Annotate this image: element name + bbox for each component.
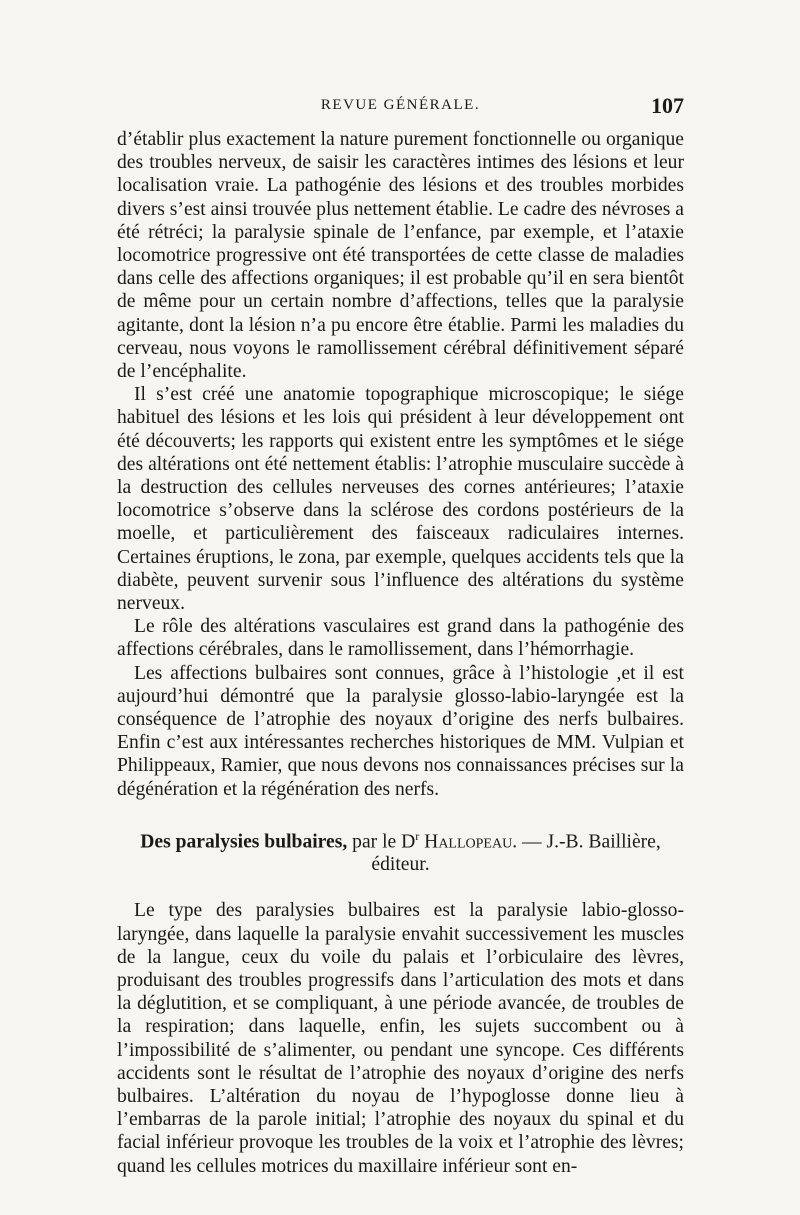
review-doctor-suffix: r xyxy=(415,828,420,843)
paragraph-1: d’établir plus exactement la nature purement fonctionnelle ou organique des troubles nerveux, de saisir les caractères intimes des lésions et leur localisation vraie. La pathogénie des lésions et des troubles morbides divers s’est ainsi trouvée plus nettement établie. Le cadre des névroses a été rétréci; la paralysie spinale de l’enfance, par exemple, et l’ataxie locomotrice progressive ont été transportées de cette classe de maladies dans celle des affections organiques; il est probable qu’il en sera bientôt de même pour un certain nombre d’affections, telles que la paralysie agitante, dont la lésion n’a pu encore être établie. Parmi les maladies du cerveau, nous voyons le ramollissement cérébral définitivement séparé de l’encéphalite. xyxy=(117,129,684,383)
review-author: Hallopeau xyxy=(424,831,513,853)
paragraph-4: Les affections bulbaires sont connues, grâce à l’histologie ,et il est aujourd’hui démontré que la paralysie glosso-labio-laryngée est la conséquence de l’atrophie des noyaux d’origine des nerfs bulbaires. Enfin c’est aux intéressantes recherches historiques de MM. Vulpian et Philippeaux, Ramier, que nous devons nos connaissances précises sur la dégénération et la régénération des nerfs. xyxy=(117,662,684,800)
review-publisher-line2: éditeur. xyxy=(371,854,430,876)
running-title: REVUE GÉNÉRALE. xyxy=(320,97,481,113)
body-text xyxy=(117,128,684,1178)
paragraph-5: Le type des paralysies bulbaires est la paralysie labio-glosso-laryngée, dans laquelle la paralysie envahit successivement les muscles de la langue, ceux du voile du palais et l’orbiculaire des lèvres, produisant des troubles progressifs dans l’articulation des mots et dans la déglutition, et se compliquant, à une période avancée, de troubles de la respiration; dans laquelle, enfin, les sujets succombent ou à l’impossibilité de s’alimenter, ou pendant une syncope. Ces différents accidents sont le résultat de l’atrophie des noyaux d’origine des nerfs bulbaires. L’altération du noyau de l’hypoglosse donne lieu à l’embarras de la parole initial; l’atrophie des noyaux du spinal et du facial inférieur provoque les troubles de la voix et l’atrophie des lèvres; quand les cellules motrices du maxillaire inférieur sont en- xyxy=(117,900,684,1177)
paragraph-2: Il s’est créé une anatomie topographique microscopique; le siége habituel des lésions et les lois qui président à leur développement ont été découverts; les rapports qui existent entre les symptômes et le siége des altérations ont été nettement établis: l’atrophie musculaire succède à la destruction des cellules nerveuses des cornes antérieures; l’ataxie locomotrice s’observe dans la sclérose des cordons postérieurs de la moelle, et particulièrement des faisceaux radiculaires internes. Certaines éruptions, le zona, par exemple, quelques accidents tels que la diabète, peuvent survenir sous l’influence des altérations du système nerveux. xyxy=(117,384,684,615)
page-number: 107 xyxy=(651,93,684,118)
review-by: par le D xyxy=(347,831,416,853)
page-header xyxy=(117,95,684,119)
paragraph-3: Le rôle des altérations vasculaires est grand dans la pathogénie des affections cérébrales, dans le ramollissement, dans l’hémorrhagie. xyxy=(117,616,684,661)
review-heading xyxy=(117,825,684,877)
review-title: Des paralysies bulbaires, xyxy=(140,831,348,853)
review-publisher-line1: . — J.-B. Baillière, xyxy=(512,831,661,853)
